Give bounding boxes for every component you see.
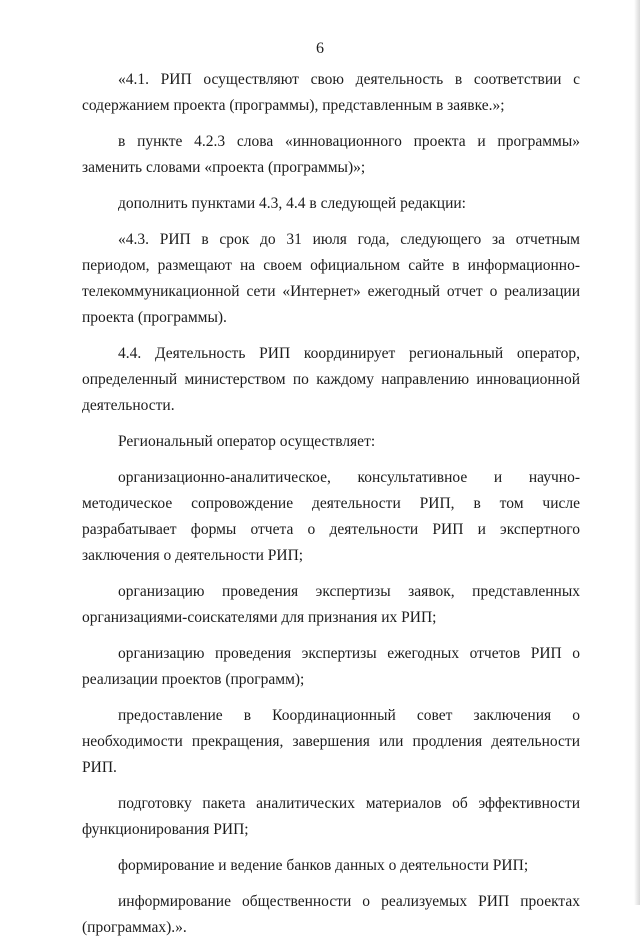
paragraph-operator-intro: Региональный оператор осуществляет: [118,433,376,450]
list-item: организационно-аналитическое, консультативное и научно-методическое сопровождение деятельности РИП, в том числе разрабатывает формы отчета о деятельности РИП и экспертного заключения о деятельности РИП; [82,469,580,564]
document-body [82,67,580,951]
list-item: организацию проведения экспертизы ежегодных отчетов РИП о реализации проектов (программ); [82,645,580,688]
paragraph-4-1: «4.1. РИП осуществляют свою деятельность в соответствии с содержанием проекта (программы), представленным в заявке.»; [82,71,580,114]
paragraph-4-3: «4.3. РИП в срок до 31 июля года, следующего за отчетным периодом, размещают на своем официальном сайте в информационно-телекоммуникационной сети «Интернет» ежегодный отчет о реализации проекта (программы). [82,231,580,326]
paragraph-add-points: дополнить пунктами 4.3, 4.4 в следующей редакции: [118,195,466,212]
list-item: подготовку пакета аналитических материалов об эффективности функционирования РИП; [82,795,580,838]
paragraph-4-4: 4.4. Деятельность РИП координирует региональный оператор, определенный министерством по каждому направлению инновационной деятельности. [82,345,580,414]
list-item: формирование и ведение банков данных о деятельности РИП; [118,857,529,874]
list-item: организацию проведения экспертизы заявок, представленных организациями-соискателями для признания их РИП; [82,583,580,626]
scan-edge-shadow [634,0,640,905]
paragraph-amend-4-2-3: в пункте 4.2.3 слова «инновационного проекта и программы» заменить словами «проекта (программы)»; [82,133,580,176]
page-number: 6 [316,40,324,57]
list-item: предоставление в Координационный совет заключения о необходимости прекращения, завершения или продления деятельности РИП. [82,707,580,776]
list-item: информирование общественности о реализуемых РИП проектах (программах).». [82,893,580,936]
